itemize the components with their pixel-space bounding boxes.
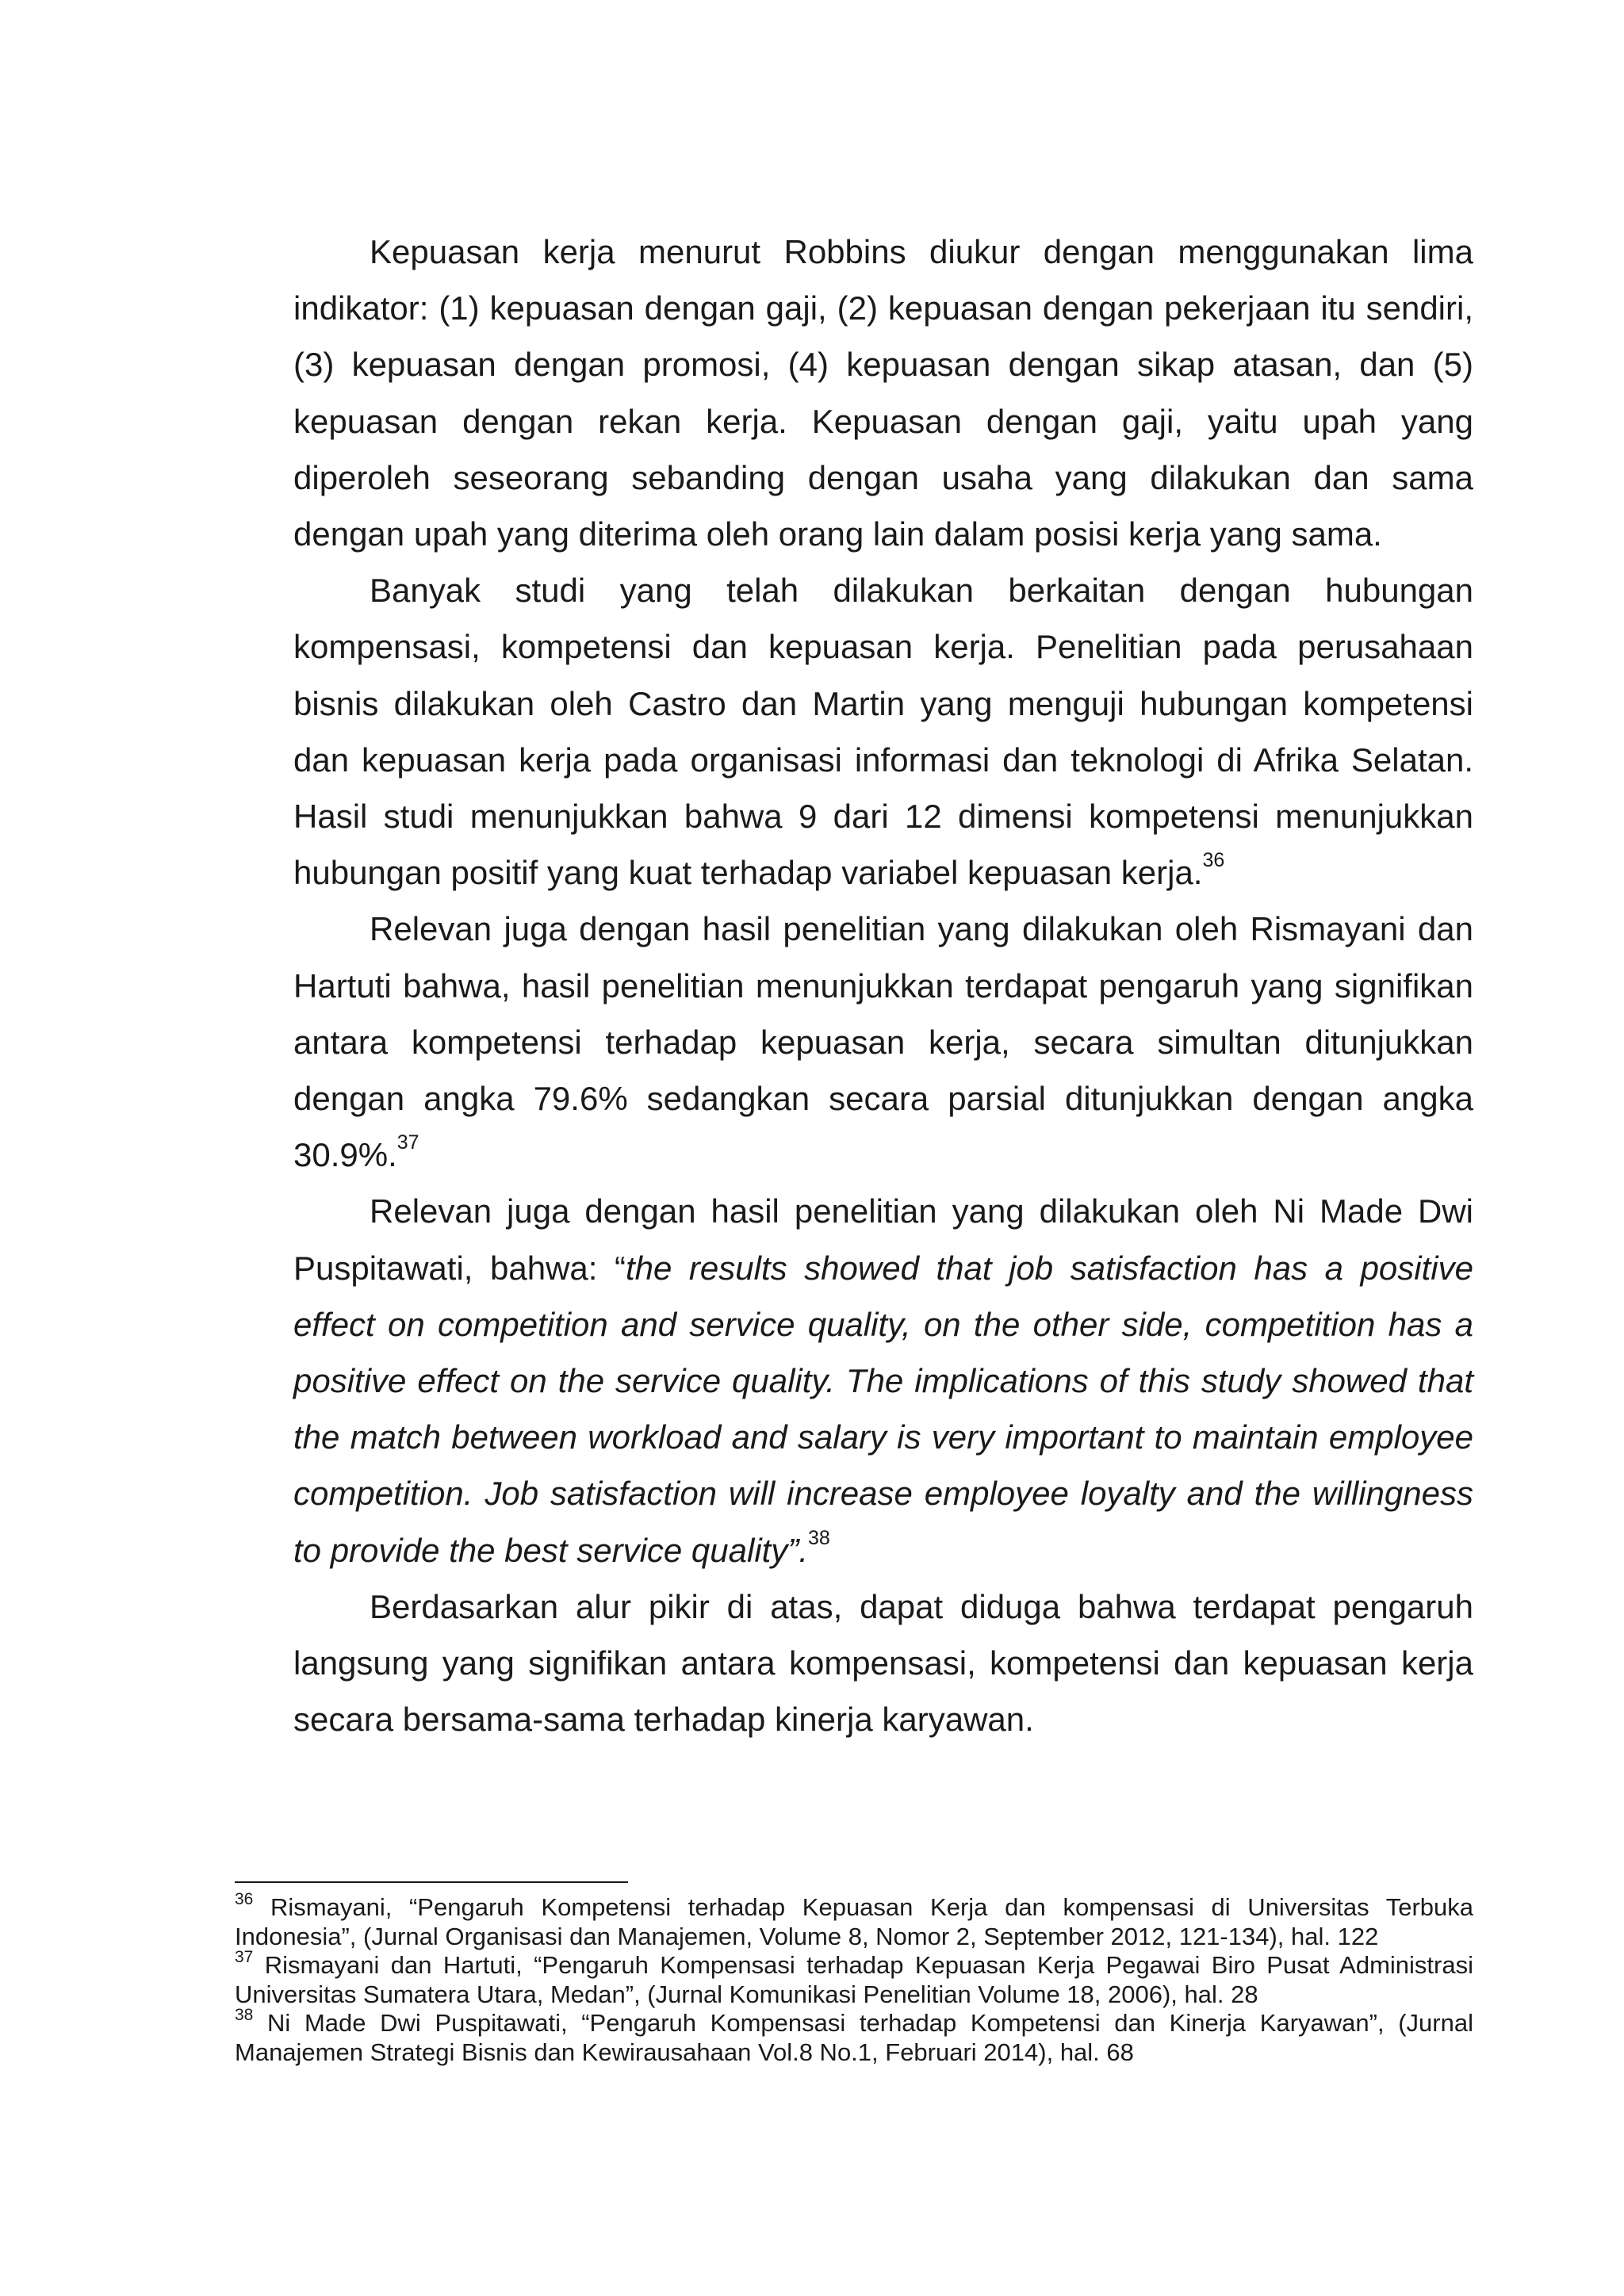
footnote-text: Rismayani, “Pengaruh Kompetensi terhadap Kepuasan Kerja dan kompensasi di Universitas Terbuka Indonesia”, (Jurnal Organisasi dan Manajemen, Volume 8, Nomor 2, September 2012, 121-134), hal. 122	[235, 1893, 1473, 1950]
footnote-text: Ni Made Dwi Puspitawati, “Pengaruh Kompensasi terhadap Kompetensi dan Kinerja Karyawan”, (Jurnal Manajemen Strategi Bisnis dan Kewirausahaan Vol.8 No.1, Februari 2014), hal. 68	[235, 2009, 1473, 2066]
footnote-number: 37	[235, 1948, 254, 1966]
footnote-number: 36	[235, 1890, 254, 1908]
footnote-reference: 37	[396, 1131, 419, 1154]
footnote-number: 38	[235, 2006, 254, 2024]
paragraph-text: Berdasarkan alur pikir di atas, dapat diduga bahwa terdapat pengaruh langsung yang signifikan antara kompensasi, kompetensi dan kepuasan kerja secara bersama-sama terhadap kinerja karyawan.	[293, 1587, 1473, 1739]
paragraph	[293, 562, 1473, 901]
paragraph-text: Banyak studi yang telah dilakukan berkaitan dengan hubungan kompensasi, kompetensi dan kepuasan kerja. Penelitian pada perusahaan bisnis dilakukan oleh Castro dan Martin yang menguji hubungan kompetensi dan kepuasan kerja pada organisasi informasi dan teknologi di Afrika Selatan. Hasil studi menunjukkan bahwa 9 dari 12 dimensi kompetensi menunjukkan hubungan positif yang kuat terhadap variabel kepuasan kerja.	[293, 572, 1473, 892]
footnote	[235, 2006, 1473, 2067]
footnotes	[235, 1890, 1473, 2067]
footnote-separator	[235, 1881, 628, 1883]
footnote-reference: 38	[808, 1526, 830, 1549]
paragraph	[293, 224, 1473, 562]
paragraph-text: Relevan juga dengan hasil penelitian yang dilakukan oleh Rismayani dan Hartuti bahwa, hasil penelitian menunjukkan terdapat pengaruh yang signifikan antara kompetensi terhadap kepuasan kerja, secara simultan ditunjukkan dengan angka 79.6% sedangkan secara parsial ditunjukkan dengan angka 30.9%.	[293, 910, 1473, 1174]
paragraph-text: Relevan juga dengan hasil penelitian yang dilakukan oleh Ni Made Dwi Puspitawati, bahwa: “	[293, 1192, 1473, 1287]
quoted-text: the results showed that job satisfaction has a positive effect on competition and service quality, on the other side, competition has a positive effect on the service quality. The implications of this study showed that the match between workload and salary is very important to maintain employee competition. Job satisfaction will increase employee loyalty and the willingness to provide the best service quality”.	[293, 1249, 1473, 1569]
body-text	[293, 224, 1473, 1747]
footnote-text: Rismayani dan Hartuti, “Pengaruh Kompensasi terhadap Kepuasan Kerja Pegawai Biro Pusat Administrasi Universitas Sumatera Utara, Medan”, (Jurnal Komunikasi Penelitian Volume 18, 2006), hal. 28	[235, 1951, 1473, 2008]
footnote	[235, 1948, 1473, 2009]
paragraph	[293, 1183, 1473, 1578]
paragraph	[293, 901, 1473, 1183]
paragraph	[293, 1578, 1473, 1748]
footnote	[235, 1890, 1473, 1951]
footnote-reference: 36	[1202, 849, 1225, 872]
paragraph-text: Kepuasan kerja menurut Robbins diukur dengan menggunakan lima indikator: (1) kepuasan dengan gaji, (2) kepuasan dengan pekerjaan itu sendiri, (3) kepuasan dengan promosi, (4) kepuasan dengan sikap atasan, dan (5) kepuasan dengan rekan kerja. Kepuasan dengan gaji, yaitu upah yang diperoleh seseorang sebanding dengan usaha yang dilakukan dan sama dengan upah yang diterima oleh orang lain dalam posisi kerja yang sama.	[293, 233, 1473, 553]
